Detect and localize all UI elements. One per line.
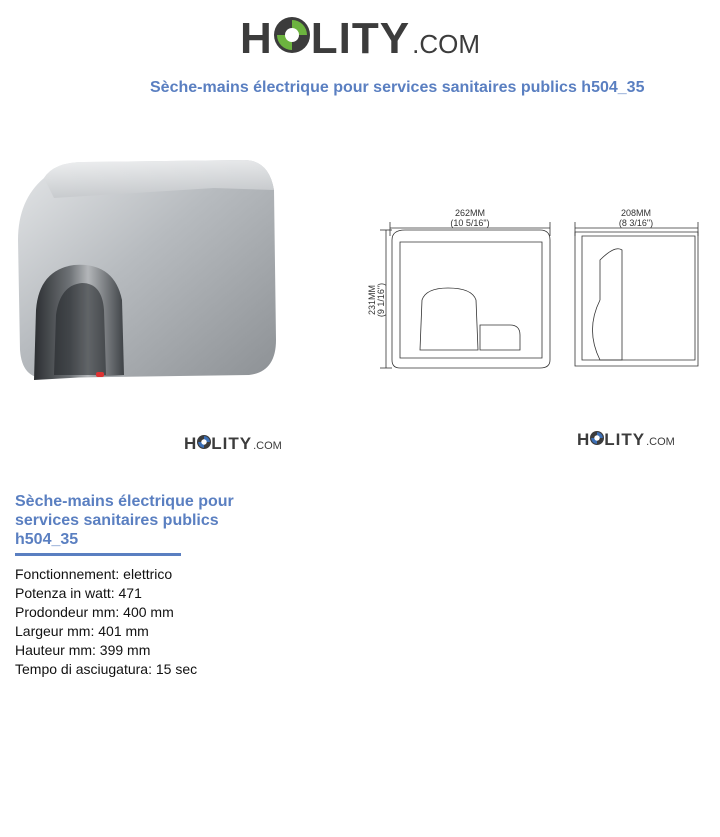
- logo-text-prefix: H: [240, 14, 273, 63]
- logo-domain: .COM: [412, 29, 480, 59]
- dim-front-width: 262MM: [454, 208, 486, 218]
- product-title: Sèche-mains électrique pour services sanitaires publics h504_35: [15, 493, 234, 548]
- dim-side-width: 208MM: [620, 208, 652, 218]
- dim-height: 231MM: [367, 284, 377, 316]
- logo-text-prefix: H: [577, 430, 591, 449]
- logo-text-suffix: LITY: [604, 430, 646, 449]
- logo-domain: .COM: [646, 436, 675, 448]
- logo-mark-icon: [590, 431, 604, 445]
- dim-height-in: (9 1/16"): [376, 282, 386, 318]
- spec-item: Potenza in watt: 471: [15, 585, 142, 601]
- logo-text-prefix: H: [184, 434, 198, 453]
- spec-item: Tempo di asciugatura: 15 sec: [15, 661, 198, 677]
- product-photo: [14, 150, 284, 390]
- logo-text-suffix: LITY: [211, 434, 253, 453]
- spec-item: Fonctionnement: elettrico: [15, 566, 173, 582]
- brand-logo-small: [577, 430, 675, 450]
- logo-mark-icon: [197, 435, 211, 449]
- logo-domain: .COM: [253, 440, 282, 452]
- title-divider: [15, 553, 181, 556]
- dim-front-width-in: (10 5/16"): [450, 218, 490, 228]
- brand-logo-small: [184, 434, 282, 454]
- spec-item: Hauteur mm: 399 mm: [15, 642, 151, 658]
- spec-item: Prodondeur mm: 400 mm: [15, 604, 174, 620]
- spec-item: Largeur mm: 401 mm: [15, 623, 149, 639]
- technical-drawing: [360, 200, 705, 385]
- logo-text-suffix: LITY: [310, 14, 411, 63]
- brand-logo[interactable]: [240, 14, 480, 64]
- logo-mark-icon: [274, 17, 310, 53]
- page-title: Sèche-mains électrique pour services sanitaires publics h504_35: [150, 79, 645, 96]
- dim-side-width-in: (8 3/16"): [618, 218, 654, 228]
- spec-list: [15, 565, 197, 679]
